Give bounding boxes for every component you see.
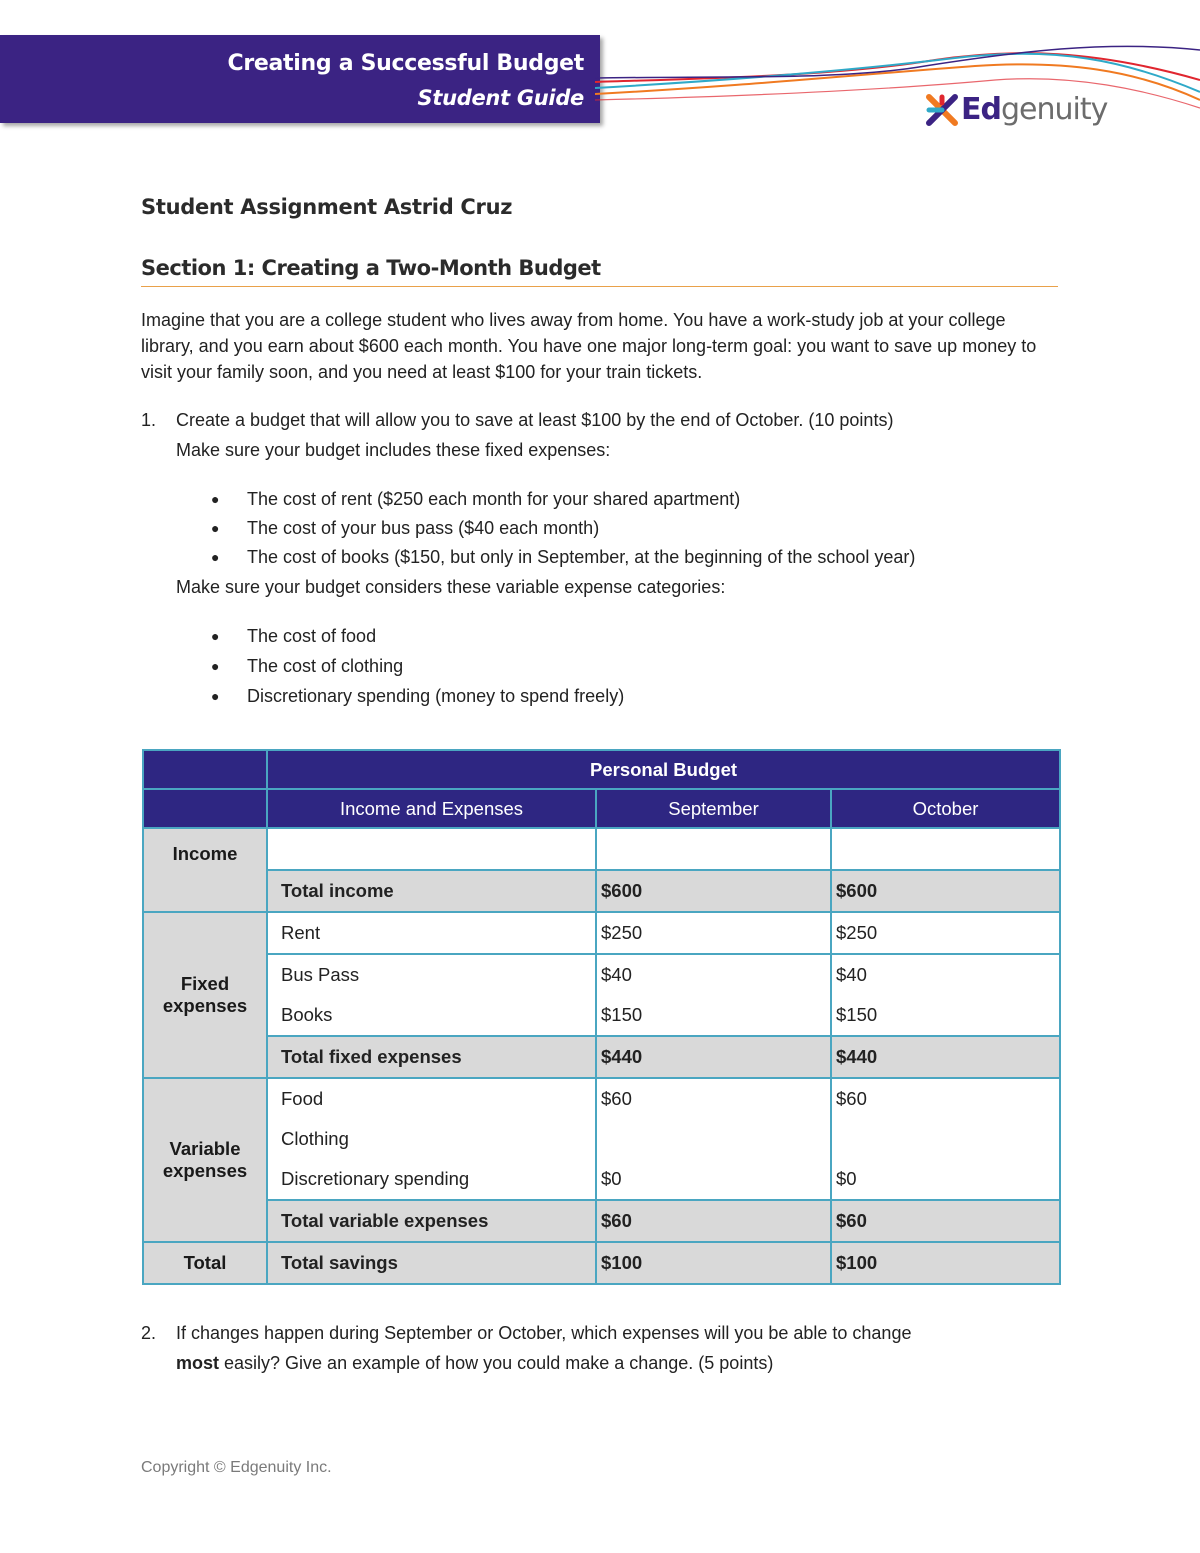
personal-budget-table — [142, 749, 1061, 1285]
question-1-text: Create a budget that will allow you to save at least $100 by the end of October. (10 points) — [176, 410, 894, 430]
column-header: Income and Expenses — [267, 789, 596, 828]
column-header: September — [596, 789, 831, 828]
row-label: Total variable expenses — [267, 1200, 596, 1242]
table-header-row — [143, 789, 1060, 828]
table-cell[interactable]: $100 — [596, 1242, 831, 1284]
category-total: Total — [143, 1242, 267, 1284]
section-title: Section 1: Creating a Two-Month Budget — [141, 256, 1058, 287]
table-cell[interactable]: $600 — [831, 870, 1060, 912]
table-cell[interactable]: $150 — [596, 995, 831, 1036]
table-cell[interactable]: $600 — [596, 870, 831, 912]
row-label: Total fixed expenses — [267, 1036, 596, 1078]
row-label: Bus Pass — [267, 954, 596, 995]
table-row — [143, 828, 1060, 870]
question-number: 1. — [141, 410, 157, 430]
guide-subtitle: Student Guide — [417, 86, 584, 110]
assignment-heading: Student Assignment Astrid Cruz — [141, 195, 513, 219]
edgenuity-logo — [925, 92, 1107, 127]
table-corner-cell — [143, 750, 267, 789]
decorative-waves — [595, 30, 1200, 110]
table-row — [143, 1078, 1060, 1119]
category-fixed: Fixed expenses — [143, 912, 267, 1078]
category-income: Income — [143, 828, 267, 912]
table-cell[interactable]: $60 — [831, 1078, 1060, 1119]
table-title-row — [143, 750, 1060, 789]
table-row — [143, 870, 1060, 912]
table-title: Personal Budget — [267, 750, 1060, 789]
bullet-icon: ● — [211, 658, 220, 674]
bullet-icon: ● — [211, 520, 220, 536]
question-2-text-cont: most easily? Give an example of how you could make a change. (5 points) — [176, 1353, 774, 1373]
table-cell[interactable]: $440 — [831, 1036, 1060, 1078]
table-row — [143, 1119, 1060, 1159]
table-cell[interactable]: $440 — [596, 1036, 831, 1078]
bullet-icon: ● — [211, 491, 220, 507]
bullet-icon: ● — [211, 688, 220, 704]
table-row — [143, 1036, 1060, 1078]
table-cell[interactable] — [831, 828, 1060, 870]
table-cell[interactable]: $250 — [596, 912, 831, 954]
bullet-icon: ● — [211, 628, 220, 644]
table-row — [143, 1200, 1060, 1242]
table-cell[interactable]: $40 — [831, 954, 1060, 995]
table-row — [143, 954, 1060, 995]
table-cell[interactable] — [831, 1119, 1060, 1159]
row-label: Total savings — [267, 1242, 596, 1284]
table-cell[interactable]: $0 — [831, 1159, 1060, 1200]
table-row — [143, 995, 1060, 1036]
row-label: Books — [267, 995, 596, 1036]
row-label: Clothing — [267, 1119, 596, 1159]
variable-instructions: Make sure your budget considers these variable expense categories: — [176, 577, 726, 597]
logo-wordmark: Edgenuity — [961, 92, 1108, 127]
table-cell[interactable]: $60 — [831, 1200, 1060, 1242]
table-cell[interactable] — [267, 828, 596, 870]
table-row — [143, 912, 1060, 954]
table-cell[interactable]: $150 — [831, 995, 1060, 1036]
row-label: Food — [267, 1078, 596, 1119]
question-1-instructions: Make sure your budget includes these fixed expenses: — [176, 440, 611, 460]
question-2-text: If changes happen during September or October, which expenses will you be able to change — [176, 1323, 912, 1343]
table-row — [143, 1242, 1060, 1284]
table-row — [143, 1159, 1060, 1200]
table-cell[interactable]: $0 — [596, 1159, 831, 1200]
table-cell[interactable]: $60 — [596, 1200, 831, 1242]
table-header-blank — [143, 789, 267, 828]
guide-title: Creating a Successful Budget — [227, 51, 584, 76]
intro-paragraph: Imagine that you are a college student who lives away from home. You have a work-study job at your college library, and you earn about $600 each month. You have one major long-term goal: you want to save up money to visit your family soon, and you need at least $100 for your train tickets. — [141, 310, 1037, 382]
bullet-icon: ● — [211, 549, 220, 565]
category-variable: Variable expenses — [143, 1078, 267, 1242]
table-cell[interactable]: $100 — [831, 1242, 1060, 1284]
table-cell[interactable]: $40 — [596, 954, 831, 995]
copyright-footer: Copyright © Edgenuity Inc. — [141, 1459, 332, 1476]
table-cell[interactable] — [596, 1119, 831, 1159]
header-banner — [0, 35, 600, 123]
row-label: Discretionary spending — [267, 1159, 596, 1200]
edgenuity-x-icon — [925, 93, 959, 127]
row-label: Total income — [267, 870, 596, 912]
table-cell[interactable]: $250 — [831, 912, 1060, 954]
column-header: October — [831, 789, 1060, 828]
emphasis-word: most — [176, 1353, 220, 1373]
table-cell[interactable] — [596, 828, 831, 870]
row-label: Rent — [267, 912, 596, 954]
table-cell[interactable]: $60 — [596, 1078, 831, 1119]
question-number: 2. — [141, 1323, 157, 1343]
